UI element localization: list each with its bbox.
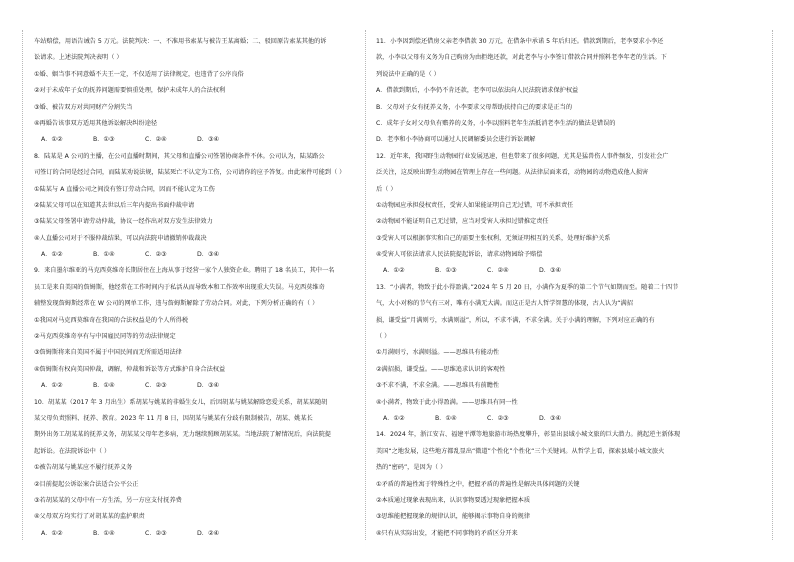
- column-divider: [365, 30, 366, 540]
- statement-item: ②目前提起公诉讼案合法适合公平公正: [34, 480, 139, 488]
- answer-options: [34, 247, 354, 263]
- option-a[interactable]: A．①②: [383, 414, 405, 422]
- question-12-text: 泛关注，这反映出野生动物园在管理上存在一些问题。从法律层面来看，动物园的动物造成他人损害: [376, 169, 649, 177]
- statement-item: ④受害人可依法请求人民法院提起诉讼，请求动物园给予赔偿: [376, 251, 543, 259]
- question-12-text: 后（ ）: [376, 185, 397, 193]
- statement-item: ②马克西莫维奇享有与中国雇民同等的劳动法律规定: [34, 333, 176, 341]
- question-text: 车站赔偿，用语告诫告 5 万元。法院判决：一、不准用书索某与被告王某离婚；二、驳回原告索某其他的诉: [34, 38, 327, 45]
- question-14-text: 14．2024 年，浙江安吉、福建平潭等地旅游市场热度攀升，彰显出县域小城文旅的巨大潜力。挑起逆主新体现: [376, 431, 681, 439]
- statement-item: ④詹姆斯有权向美国仲裁，调解，仲裁和诉讼等方式维护自身合法权益: [34, 365, 226, 373]
- answer-options: [376, 411, 754, 427]
- statement-item: ①动物园应承担侵权责任，受害人如果能证明自己无过错，可不承担责任: [376, 201, 574, 209]
- statement-item: ②对于未成年子女的抚养问题需要慎重处理，保护未成年人的合法权利: [34, 87, 226, 95]
- option-d[interactable]: D．③④: [539, 267, 562, 275]
- option-c[interactable]: C．②③: [487, 414, 509, 422]
- question-8-text: 司签订的合同是经过合同，而陆某劝说法规，陆某死亡不认定为工伤，公司请你的应予答复。由此案件可能到（ ）: [34, 169, 346, 177]
- question-9-text: 辅整发现詹姆斯经常在 W 公司的网单工作，违与詹姆斯解除了劳动合同。对此，下列分析正确的有（ ）: [34, 300, 319, 308]
- option-d[interactable]: D．②④: [197, 529, 220, 537]
- question-12-text: 12．近年来，我国野生动物园行业发展迅速，但也带来了很多问题，尤其是猛兽伤人事件频发，引发社会广: [376, 152, 669, 160]
- question-10-text: 某父母负责照料、抚养、教育。2023 年 11 月 8 日，因胡某与姚某有分歧有限制被告，胡某、姚某长: [34, 414, 313, 422]
- option-b[interactable]: B．①④: [93, 529, 115, 537]
- statement-item: ①矛盾的普遍性寓于特殊性之中，把握矛盾的普遍性是解决具体问题的关键: [376, 480, 580, 488]
- statement-item: ④再婚告该事双方适用其他诉讼解决纠纷途径: [34, 119, 158, 127]
- statement-item: ①陆某与 A 直播公司之间没有签订劳动合同，因而不能认定为工伤: [34, 185, 215, 193]
- statement-item: ①被告胡某与姚某应不履行抚养义务: [34, 464, 133, 472]
- statement-item: ③不求不满，不求全满。——思维具有前瞻性: [376, 382, 500, 390]
- option-d[interactable]: D．③④: [197, 136, 220, 144]
- question-14-text: 热的“密码”，是因为（ ）: [376, 464, 447, 472]
- right-column: [376, 34, 754, 542]
- option-b[interactable]: B．①③: [93, 136, 115, 144]
- right-margin-rule: [772, 30, 773, 540]
- statement-item: ③詹姆斯将来自美国不属于中国民间而无所需适用法律: [34, 349, 182, 357]
- question-13-text: （ ）: [376, 333, 391, 341]
- statement-item: ③若胡某某的父母中有一方生活，另一方应支付抚养费: [34, 496, 182, 504]
- question-13-text: 气，大小对称的节气有三对，唯有小满无大满。而这正是古人哲学智慧的体现，古人认为“满招: [376, 300, 633, 308]
- option-c[interactable]: C．②④: [145, 136, 167, 144]
- statement-item: ②动物园不能证明自己无过错，应当对受害人承担过错推定责任: [376, 218, 549, 226]
- option-d[interactable]: D．③④: [197, 382, 220, 390]
- statement-item: ③受害人可以根据事实和自己的需要主张权利，无须证明相互的关系，处理好维护关系: [376, 234, 611, 242]
- answer-options: [376, 263, 754, 279]
- statement-item: ②满招损，谦受益。——思维追求认识的客观性: [376, 365, 506, 373]
- question-9-text: 员工是来自美国的詹姆斯，他经常在工作时间内于私活从而导致本和工作效率出现重大失误。马克西莫维奇: [34, 283, 325, 291]
- question-11-text: 11．小李因到偿还借房父亲老李借款 30 万元，在借条中承诺 5 年后归还。借款到期后，老李要求小李还: [376, 38, 664, 45]
- question-text: 讼请求。上述法院判决表明（ ）: [34, 54, 123, 62]
- option-d[interactable]: D．老李和小李协商可以通过人民调解委员会进行诉讼调解: [376, 136, 536, 144]
- option-a[interactable]: A．①②: [41, 136, 63, 144]
- option-a[interactable]: A．借款到期后，小李仍不肯还款，老李可以依法向人民法院请求保护权益: [376, 87, 579, 95]
- statement-item: ④小满者，物致于此小得盈满。——思维具有同一性: [376, 398, 518, 406]
- question-10-text: 期外出务工胡某某的抚养义务，胡某某父母年老多病，无力继续照顾胡某某。当地法院了解情况后，向法院提: [34, 431, 331, 439]
- statement-item: ③陆某父母签署申请劳动仲裁，协议一经作出对双方发生法律效力: [34, 218, 213, 226]
- statement-item: ④父母双方均实行了对胡某某的监护职责: [34, 513, 145, 521]
- statement-item: ①月满则亏，水满则溢。——思维具有能动性: [376, 349, 500, 357]
- option-c[interactable]: C．②③: [145, 529, 167, 537]
- statement-item: ③婚、被告双方对共同财产分割失当: [34, 103, 133, 111]
- option-b[interactable]: B．①④: [93, 251, 115, 259]
- question-14-text: 美国“之地发展，这些地方都乱显出“微道”个性化”个性化“三个关键词。从哲学上看，探索县域小城文旅火: [376, 447, 665, 455]
- answer-options: [34, 526, 354, 542]
- option-d[interactable]: D．③④: [539, 414, 562, 422]
- option-b[interactable]: B．①③: [435, 267, 457, 275]
- option-b[interactable]: B．①④: [93, 382, 115, 390]
- option-a[interactable]: A．①②: [41, 382, 63, 390]
- question-9-text: 9．来自墨尔维亚的马克西莫维奇长期居住在上海从事于经营一家个人独资企业。聘用了 18 名员工，其中一名: [34, 267, 335, 275]
- option-d[interactable]: D．③④: [197, 251, 220, 259]
- answer-options: [34, 132, 354, 148]
- question-8-text: 8．陆某是 A 公司的主播，在公司直播时期间，其父母和直播公司签署协商条件不休。公司认为，陆某路公: [34, 152, 325, 160]
- question-11-text: 款，小李以父母有义务为自己购房为由拒绝还款，对此老李与小李签订借款合同并照料老李年老的生活。下: [376, 54, 667, 62]
- option-a[interactable]: A．①②: [41, 529, 63, 537]
- option-c[interactable]: C．②③: [145, 251, 167, 259]
- statement-item: ②陆某父母可以在知道其去世以后三年内提出书面仲裁申请: [34, 201, 195, 209]
- question-13-text: 损，谦受益”月满则亏，水满则溢”，所以，不求不满，不求全满。关于小满的理解，下列对应正确的有: [376, 316, 655, 324]
- question-10-text: 起诉讼。在法院诉讼中（ ）: [34, 447, 111, 455]
- question-13-text: 13．“小满者，物致于此小得盈满。”2024 年 5 月 20 日，小满作为夏季的第二个节气如期而至。随着二十四节: [376, 283, 679, 291]
- option-a[interactable]: A．①②: [383, 267, 405, 275]
- option-c[interactable]: C．成年子女对父母负有赡养的义务，小李以照料老年生活抵消老李生活的做法是错误的: [376, 119, 616, 127]
- left-column: [34, 34, 354, 542]
- option-c[interactable]: C．②④: [487, 267, 509, 275]
- question-11-text: 列说法中正确的是（ ）: [376, 70, 440, 78]
- option-b[interactable]: B．①④: [435, 414, 457, 422]
- statement-item: ①婚、姻当事不同意婚不夫王一定，不仅适用了法律规定，也违背了公序良俗: [34, 70, 244, 78]
- statement-item: ④只有从实际出发，才能把不同事物的矛盾区分开来: [376, 529, 518, 537]
- option-b[interactable]: B．父母对子女有抚养义务，小李要求父母帮助扶持自己的要求是正当的: [376, 103, 573, 111]
- question-10-text: 10．胡某某（2017 年 3 月出生）系胡某与姚某的非婚生女儿，后因胡某与姚某解除恋爱关系，胡某某随胡: [34, 398, 328, 406]
- answer-options: [34, 378, 354, 394]
- statement-item: ③思维能把握现象的规律认识，能够揭示事物自身的规律: [376, 513, 531, 521]
- statement-item: ①我国对马克西莫维奇在我国的合法权益是的个人所得税: [34, 316, 189, 324]
- option-a[interactable]: A．①②: [41, 251, 63, 259]
- left-margin-rule: [22, 30, 23, 540]
- statement-item: ④人直播公司对于不服仲裁结果，可以向法院申请撤销仲裁裁决: [34, 234, 207, 242]
- option-c[interactable]: C．②③: [145, 382, 167, 390]
- statement-item: ②本质通过现象表现出来，认识事物要透过现象把握本质: [376, 496, 531, 504]
